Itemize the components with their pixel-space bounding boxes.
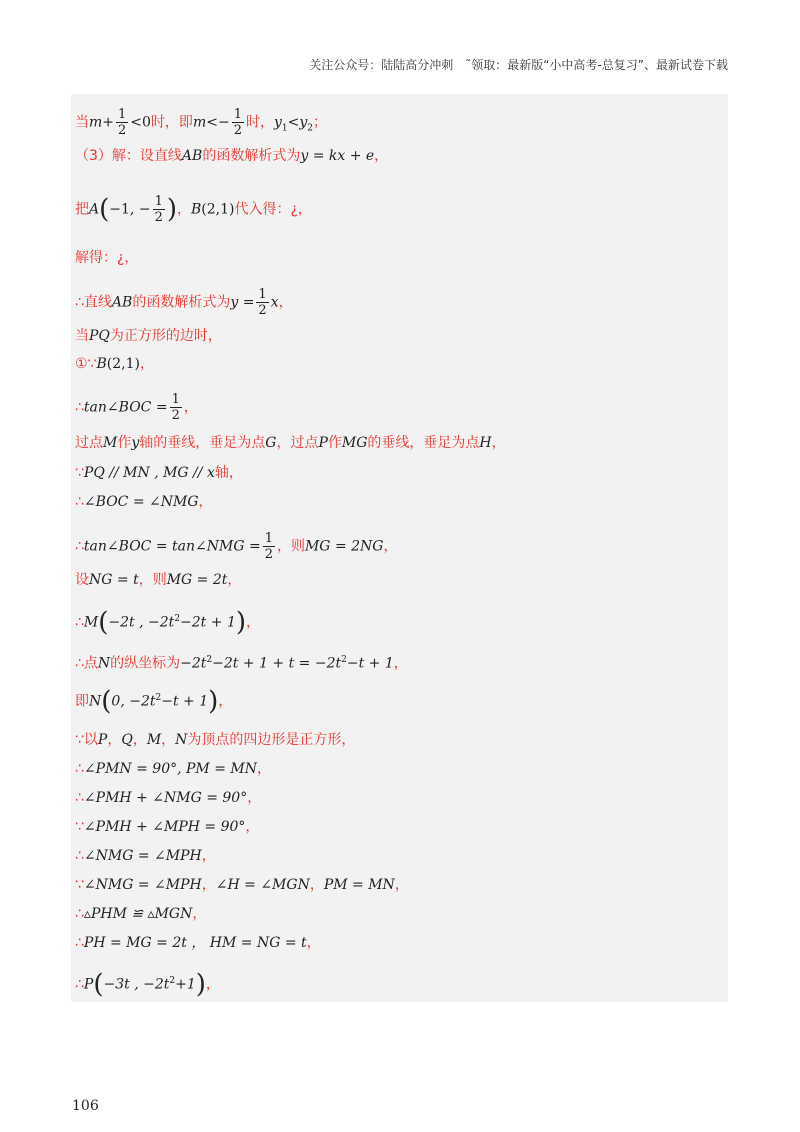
fraction: $\frac{1}{2}$ bbox=[118, 107, 127, 138]
solution-line-14: ∴M(−2t , $-2t^2-2t + 1$)， bbox=[75, 607, 261, 638]
solution-line-18: ∴∠PMN = 90°, PM = MN， bbox=[75, 761, 271, 777]
page-header: 关注公众号：陆陆高分冲刺 ˜领取：最新版“小中高考-总复习”、最新试卷下载 bbox=[309, 58, 728, 72]
solution-line-24: ∴PH = MG = 2t ， HM = NG = t， bbox=[75, 935, 321, 951]
solution-line-11: ∴∠BOC = ∠NMG， bbox=[75, 494, 213, 510]
solution-line-21: ∴∠NMG = ∠MPH， bbox=[75, 848, 216, 864]
solution-line-25: ∴P(−3t , $-2t^2+1$)， bbox=[75, 969, 220, 1000]
solution-line-16: 即N(0, $-2t^2-t + 1$)， bbox=[75, 686, 233, 717]
solution-line-23: ∴▵PHM ≌ ▵MGN， bbox=[75, 906, 207, 922]
fraction: $\frac{1}{2}$ bbox=[264, 531, 273, 562]
solution-line-4: 解得：¿， bbox=[75, 250, 139, 266]
solution-line-15: ∴点N的纵坐标为$-2t^2-2t + 1 + t = -2t^2-t + 1$， bbox=[75, 655, 408, 672]
fraction: $\frac{1}{2}$ bbox=[233, 107, 242, 138]
solution-line-22: ∵∠NMG = ∠MPH，∠H = ∠MGN，PM = MN， bbox=[75, 877, 409, 893]
solution-line-9: 过点M作y轴的垂线，垂足为点G，过点P作MG的垂线，垂足为点H， bbox=[75, 435, 506, 451]
solution-line-20: ∵∠PMH + ∠MPH = 90°， bbox=[75, 819, 260, 835]
fraction: $\frac{1}{2}$ bbox=[154, 194, 163, 225]
solution-line-10: ∵PQ // MN , MG // x轴， bbox=[75, 465, 243, 481]
solution-line-8: ∴tan∠BOC = $\frac{1}{2}$ ， bbox=[75, 392, 198, 423]
page-number: 106 bbox=[72, 1098, 99, 1114]
solution-line-13: 设NG = t，则MG = 2t， bbox=[75, 572, 242, 588]
solution-line-17: ∵以P，Q，M，N为顶点的四边形是正方形， bbox=[75, 732, 356, 748]
solution-line-1: 当m+ $\frac{1}{2}$ <0时，即m<− $\frac{1}{2}$ 时，$y_1<y_2$； bbox=[75, 107, 328, 138]
solution-line-7: ①∵B(2,1)， bbox=[75, 356, 154, 372]
solution-line-2: （3）解：设直线AB的函数解析式为y = kx + e， bbox=[75, 148, 389, 164]
solution-line-12: ∴tan∠BOC = tan∠NMG = $\frac{1}{2}$ ，则MG = 2NG， bbox=[75, 531, 398, 562]
solution-line-5: ∴直线AB的函数解析式为y = $\frac{1}{2}$ x， bbox=[75, 287, 293, 318]
solution-line-19: ∴∠PMH + ∠NMG = 90°， bbox=[75, 790, 262, 806]
solution-line-6: 当PQ为正方形的边时， bbox=[75, 328, 222, 344]
solution-line-3: 把A(−1, − $\frac{1}{2}$ )，B(2,1)代入得：¿， bbox=[75, 194, 312, 225]
fraction: $\frac{1}{2}$ bbox=[171, 392, 180, 423]
fraction: $\frac{1}{2}$ bbox=[258, 287, 267, 318]
